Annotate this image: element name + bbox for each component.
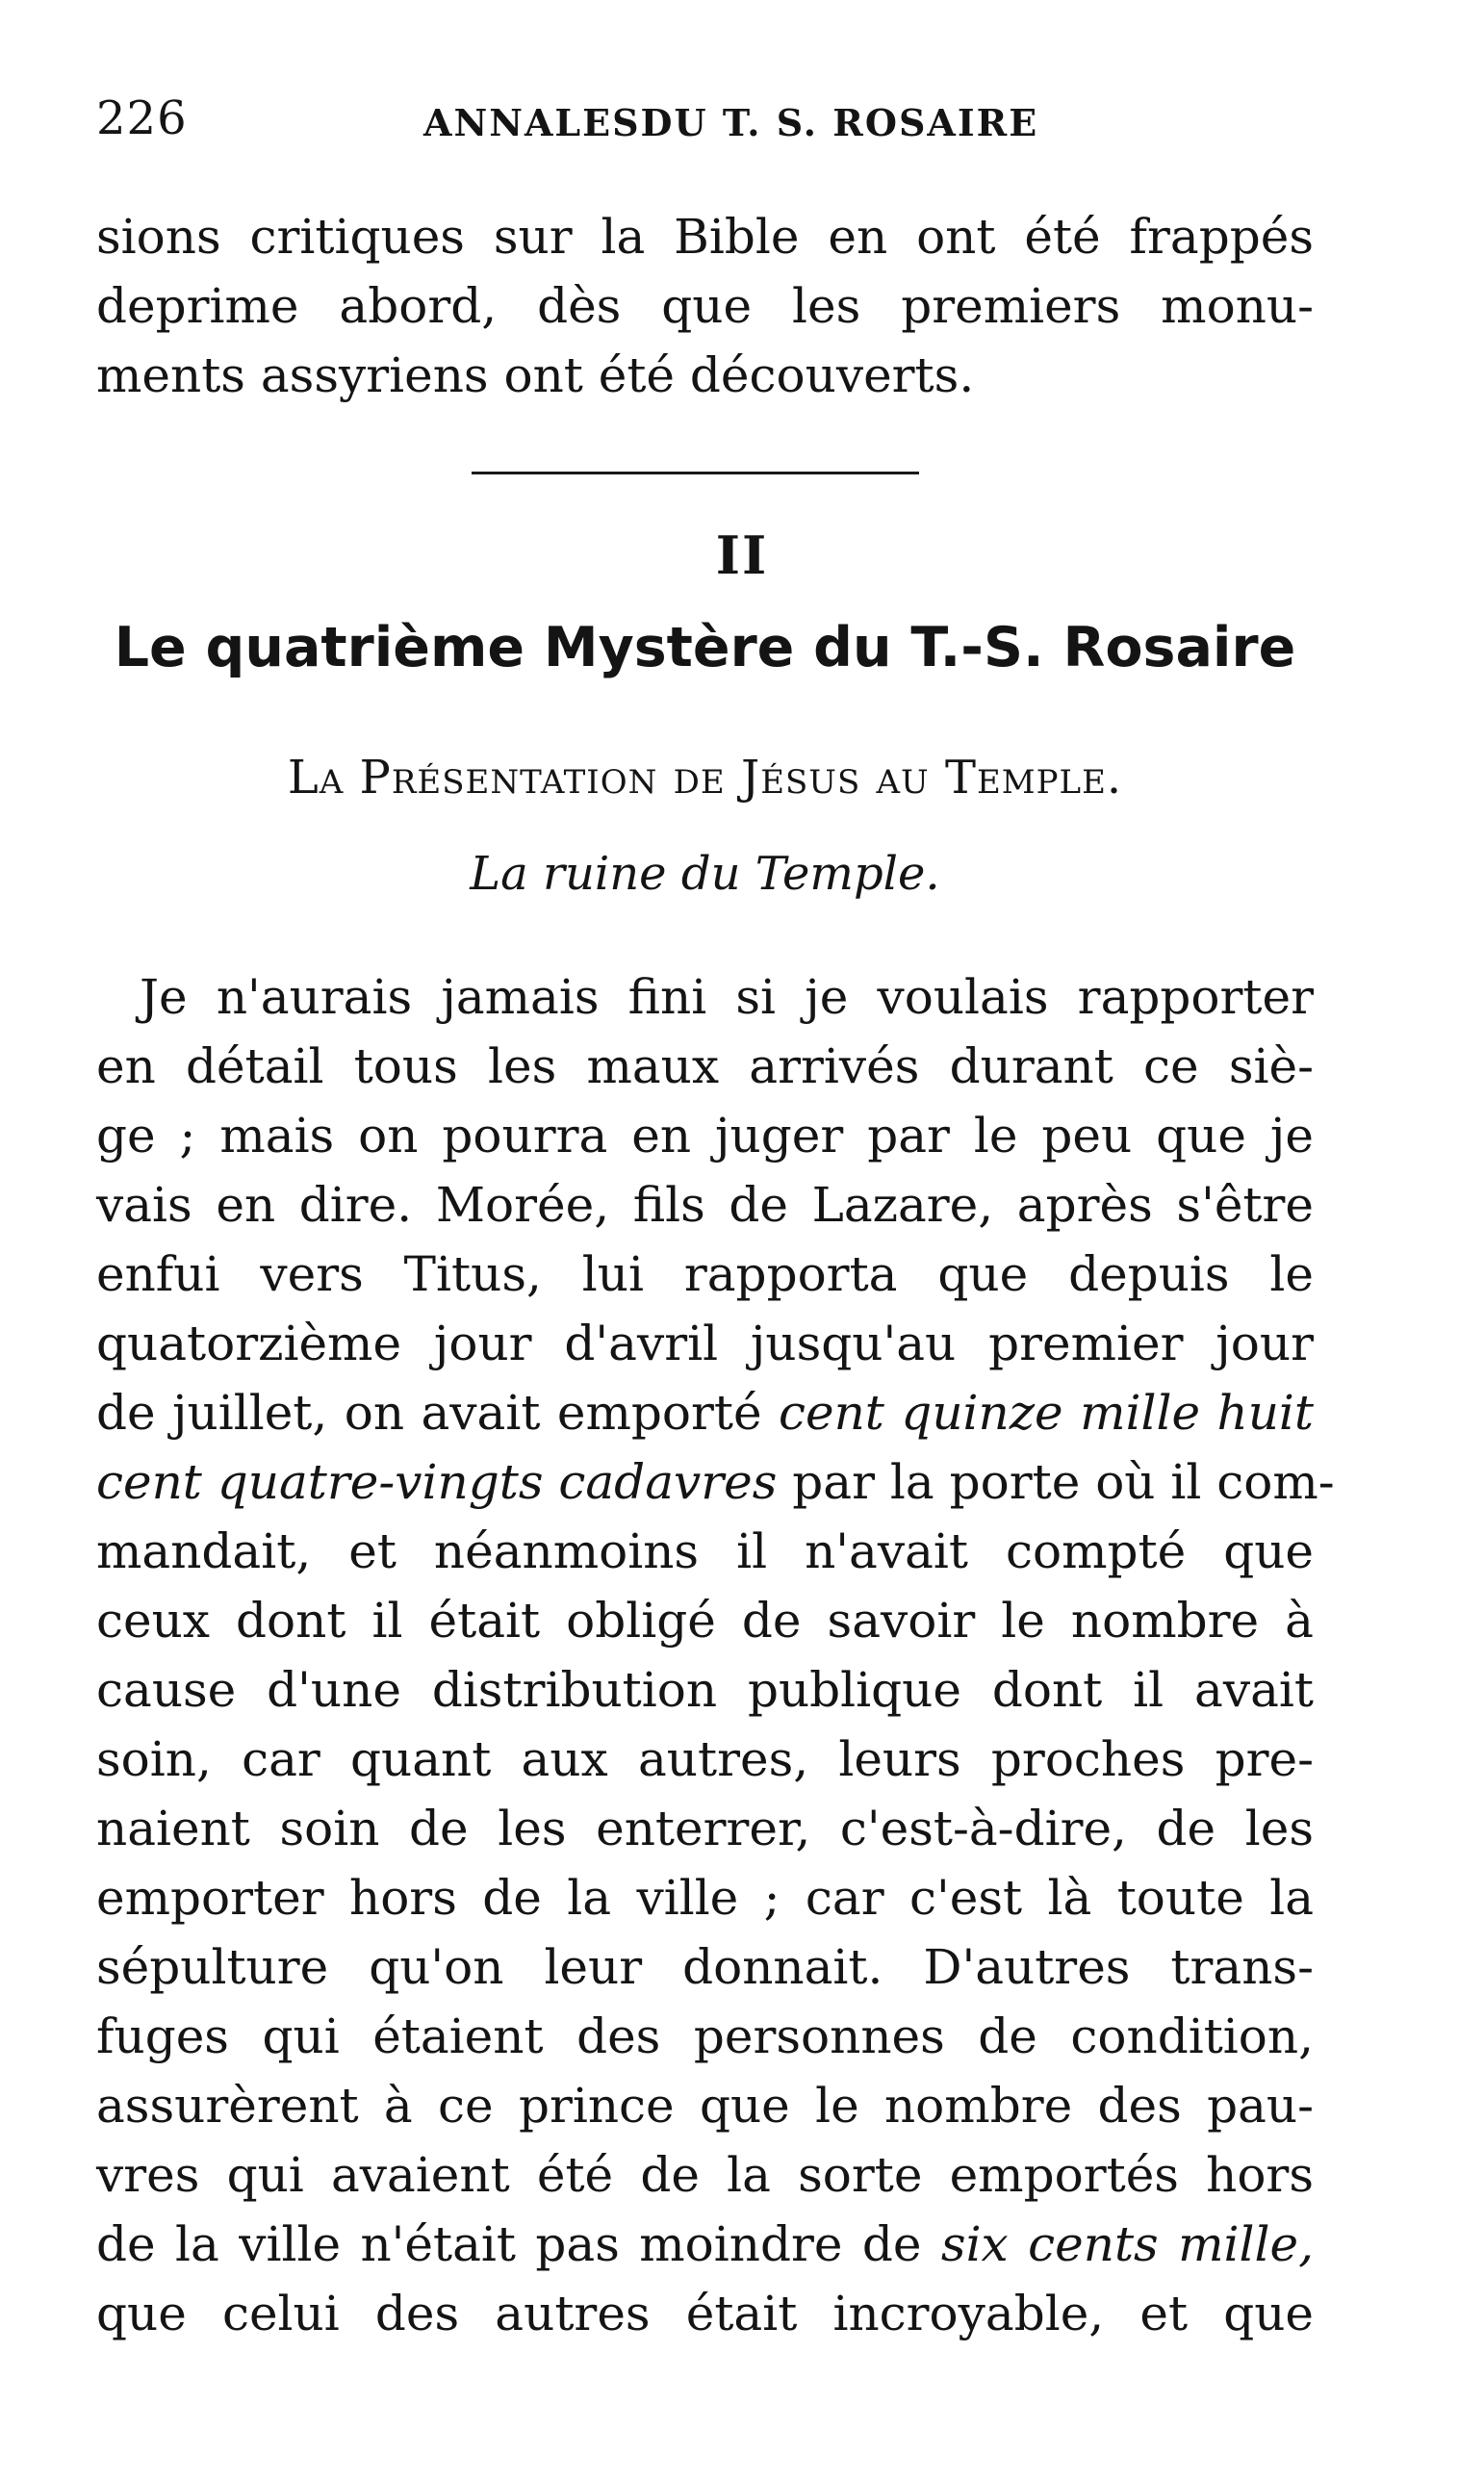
text-line: fuges qui étaient des personnes de condition, xyxy=(96,2008,1314,2064)
section-divider xyxy=(472,472,919,474)
text-line: cause d'une distribution publique dont il avait xyxy=(96,1662,1314,1718)
text-run: de juillet, on avait emporté xyxy=(96,1385,779,1441)
text-line: assurèrent à ce prince que le nombre des pau- xyxy=(96,2078,1314,2134)
italic-run: cent quinze mille huit xyxy=(778,1385,1314,1441)
text-line-with-italic xyxy=(96,2210,1314,2279)
section-numeral: II xyxy=(715,524,769,586)
text-line: deprime abord, dès que les premiers monu- xyxy=(96,278,1314,334)
text-line: soin, car quant aux autres, leurs proches pre- xyxy=(96,1731,1314,1787)
text-line: vais en dire. Morée, fils de Lazare, après s'être xyxy=(96,1177,1314,1233)
page-number: 226 xyxy=(96,91,188,145)
text-line: vres qui avaient été de la sorte emportés hors xyxy=(96,2147,1314,2203)
text-line: que celui des autres était incroyable, et que xyxy=(96,2286,1314,2341)
italic-run: six cents mille, xyxy=(940,2216,1314,2272)
section-subsubtitle: La ruine du Temple. xyxy=(470,847,940,901)
intro-paragraph xyxy=(96,202,1314,410)
text-line: naient soin de les enterrer, c'est-à-dire, de les xyxy=(96,1801,1314,1856)
text-line-with-italic xyxy=(96,1447,1335,1517)
italic-run: cent quatre-vingts cadavres xyxy=(96,1454,778,1510)
text-line: Je n'aurais jamais fini si je voulais rapporter xyxy=(140,969,1314,1025)
text-line: ge ; mais on pourra en juger par le peu que je xyxy=(96,1108,1314,1164)
text-line: mandait, et néanmoins il n'avait compté que xyxy=(96,1523,1314,1579)
page-header xyxy=(96,91,1347,159)
text-line-with-italic xyxy=(96,1378,1314,1447)
section-subtitle: La Présentation de Jésus au Temple. xyxy=(287,751,1123,805)
running-head: ANNALESDU T. S. ROSAIRE xyxy=(423,101,1039,144)
text-line: ments assyriens ont été découverts. xyxy=(96,347,975,403)
text-line: en détail tous les maux arrivés durant ce siè- xyxy=(96,1038,1314,1094)
text-line: enfui vers Titus, lui rapporta que depuis le xyxy=(96,1246,1314,1302)
text-line: emporter hors de la ville ; car c'est là toute la xyxy=(96,1870,1314,1926)
text-line: ceux dont il était obligé de savoir le nombre à xyxy=(96,1593,1314,1649)
section-title: Le quatrième Mystère du T.-S. Rosaire xyxy=(114,616,1296,679)
text-line: sions critiques sur la Bible en ont été frappés xyxy=(96,209,1314,265)
body-paragraph xyxy=(96,962,1335,2348)
text-run: par la porte où il com- xyxy=(777,1454,1335,1510)
text-line: quatorzième jour d'avril jusqu'au premier jour xyxy=(96,1316,1314,1371)
text-line: sépulture qu'on leur donnait. D'autres trans- xyxy=(96,1939,1314,1995)
text-run: de la ville n'était pas moindre de xyxy=(96,2216,941,2272)
